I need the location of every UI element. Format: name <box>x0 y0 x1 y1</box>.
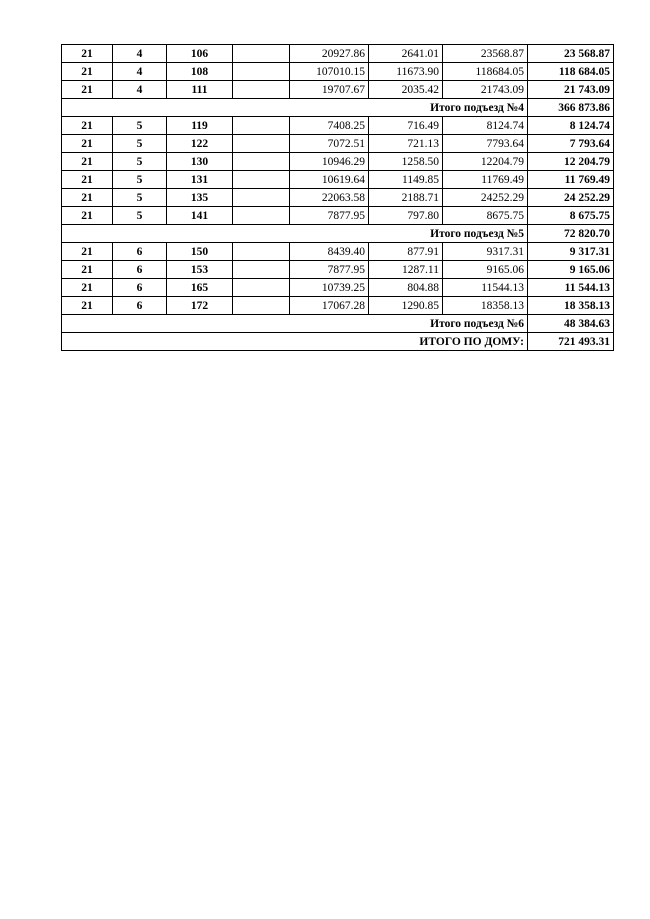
charge-cell: 22063.58 <box>290 189 369 207</box>
apartment-cell: 165 <box>167 279 233 297</box>
blank-cell <box>233 297 290 315</box>
subtotal-value: 721 493.31 <box>528 333 614 351</box>
sum-cell: 11769.49 <box>443 171 528 189</box>
sum-cell: 23568.87 <box>443 45 528 63</box>
extra-cell: 1258.50 <box>369 153 443 171</box>
subtotal-row <box>62 333 614 351</box>
entrance-cell: 5 <box>113 117 167 135</box>
extra-cell: 797.80 <box>369 207 443 225</box>
blank-cell <box>233 243 290 261</box>
extra-cell: 11673.90 <box>369 63 443 81</box>
table-row <box>62 243 614 261</box>
sum-cell: 12204.79 <box>443 153 528 171</box>
table-row <box>62 153 614 171</box>
entrance-cell: 5 <box>113 135 167 153</box>
charge-cell: 10946.29 <box>290 153 369 171</box>
blank-cell <box>233 81 290 99</box>
charge-cell: 7877.95 <box>290 207 369 225</box>
sum-cell: 11544.13 <box>443 279 528 297</box>
blank-cell <box>233 261 290 279</box>
table-row <box>62 45 614 63</box>
entrance-cell: 6 <box>113 279 167 297</box>
house-cell: 21 <box>62 117 113 135</box>
blank-cell <box>233 189 290 207</box>
subtotal-label: Итого подъезд №6 <box>62 315 528 333</box>
subtotal-row <box>62 225 614 243</box>
house-cell: 21 <box>62 63 113 81</box>
house-cell: 21 <box>62 171 113 189</box>
apartment-cell: 106 <box>167 45 233 63</box>
total-cell: 24 252.29 <box>528 189 614 207</box>
total-cell: 18 358.13 <box>528 297 614 315</box>
house-cell: 21 <box>62 297 113 315</box>
entrance-cell: 5 <box>113 207 167 225</box>
subtotal-value: 72 820.70 <box>528 225 614 243</box>
extra-cell: 804.88 <box>369 279 443 297</box>
total-cell: 8 124.74 <box>528 117 614 135</box>
apartment-cell: 131 <box>167 171 233 189</box>
extra-cell: 1149.85 <box>369 171 443 189</box>
blank-cell <box>233 153 290 171</box>
sum-cell: 9317.31 <box>443 243 528 261</box>
entrance-cell: 4 <box>113 63 167 81</box>
sum-cell: 18358.13 <box>443 297 528 315</box>
table-row <box>62 189 614 207</box>
sum-cell: 8675.75 <box>443 207 528 225</box>
table-row <box>62 171 614 189</box>
accruals-table <box>61 44 614 351</box>
house-cell: 21 <box>62 207 113 225</box>
house-cell: 21 <box>62 45 113 63</box>
table-row <box>62 261 614 279</box>
house-cell: 21 <box>62 279 113 297</box>
table-row <box>62 81 614 99</box>
extra-cell: 877.91 <box>369 243 443 261</box>
apartment-cell: 130 <box>167 153 233 171</box>
total-cell: 7 793.64 <box>528 135 614 153</box>
subtotal-row <box>62 315 614 333</box>
total-cell: 8 675.75 <box>528 207 614 225</box>
charge-cell: 19707.67 <box>290 81 369 99</box>
apartment-cell: 108 <box>167 63 233 81</box>
entrance-cell: 5 <box>113 171 167 189</box>
entrance-cell: 5 <box>113 153 167 171</box>
extra-cell: 2035.42 <box>369 81 443 99</box>
sum-cell: 21743.09 <box>443 81 528 99</box>
entrance-cell: 6 <box>113 261 167 279</box>
total-cell: 12 204.79 <box>528 153 614 171</box>
extra-cell: 716.49 <box>369 117 443 135</box>
total-cell: 9 165.06 <box>528 261 614 279</box>
table-row <box>62 63 614 81</box>
blank-cell <box>233 207 290 225</box>
charge-cell: 7408.25 <box>290 117 369 135</box>
apartment-cell: 141 <box>167 207 233 225</box>
total-cell: 21 743.09 <box>528 81 614 99</box>
blank-cell <box>233 63 290 81</box>
table-row <box>62 135 614 153</box>
apartment-cell: 172 <box>167 297 233 315</box>
charge-cell: 7072.51 <box>290 135 369 153</box>
entrance-cell: 4 <box>113 45 167 63</box>
house-cell: 21 <box>62 81 113 99</box>
table-body <box>62 45 614 351</box>
charge-cell: 17067.28 <box>290 297 369 315</box>
entrance-cell: 6 <box>113 243 167 261</box>
house-cell: 21 <box>62 189 113 207</box>
house-cell: 21 <box>62 135 113 153</box>
subtotal-label: ИТОГО ПО ДОМУ: <box>62 333 528 351</box>
subtotal-value: 48 384.63 <box>528 315 614 333</box>
entrance-cell: 6 <box>113 297 167 315</box>
house-cell: 21 <box>62 153 113 171</box>
sum-cell: 118684.05 <box>443 63 528 81</box>
table-row <box>62 279 614 297</box>
blank-cell <box>233 117 290 135</box>
extra-cell: 721.13 <box>369 135 443 153</box>
charge-cell: 10619.64 <box>290 171 369 189</box>
total-cell: 118 684.05 <box>528 63 614 81</box>
apartment-cell: 122 <box>167 135 233 153</box>
entrance-cell: 5 <box>113 189 167 207</box>
total-cell: 11 544.13 <box>528 279 614 297</box>
charge-cell: 8439.40 <box>290 243 369 261</box>
table-row <box>62 207 614 225</box>
extra-cell: 1287.11 <box>369 261 443 279</box>
extra-cell: 2188.71 <box>369 189 443 207</box>
subtotal-label: Итого подъезд №5 <box>62 225 528 243</box>
blank-cell <box>233 45 290 63</box>
subtotal-row <box>62 99 614 117</box>
subtotal-value: 366 873.86 <box>528 99 614 117</box>
blank-cell <box>233 135 290 153</box>
entrance-cell: 4 <box>113 81 167 99</box>
apartment-cell: 150 <box>167 243 233 261</box>
sum-cell: 24252.29 <box>443 189 528 207</box>
total-cell: 11 769.49 <box>528 171 614 189</box>
blank-cell <box>233 171 290 189</box>
apartment-cell: 119 <box>167 117 233 135</box>
total-cell: 23 568.87 <box>528 45 614 63</box>
charge-cell: 7877.95 <box>290 261 369 279</box>
subtotal-label: Итого подъезд №4 <box>62 99 528 117</box>
apartment-cell: 111 <box>167 81 233 99</box>
extra-cell: 1290.85 <box>369 297 443 315</box>
extra-cell: 2641.01 <box>369 45 443 63</box>
apartment-cell: 153 <box>167 261 233 279</box>
apartment-cell: 135 <box>167 189 233 207</box>
sum-cell: 9165.06 <box>443 261 528 279</box>
blank-cell <box>233 279 290 297</box>
house-cell: 21 <box>62 261 113 279</box>
sum-cell: 7793.64 <box>443 135 528 153</box>
total-cell: 9 317.31 <box>528 243 614 261</box>
sum-cell: 8124.74 <box>443 117 528 135</box>
house-cell: 21 <box>62 243 113 261</box>
charge-cell: 10739.25 <box>290 279 369 297</box>
table-row <box>62 297 614 315</box>
table-row <box>62 117 614 135</box>
charge-cell: 20927.86 <box>290 45 369 63</box>
charge-cell: 107010.15 <box>290 63 369 81</box>
